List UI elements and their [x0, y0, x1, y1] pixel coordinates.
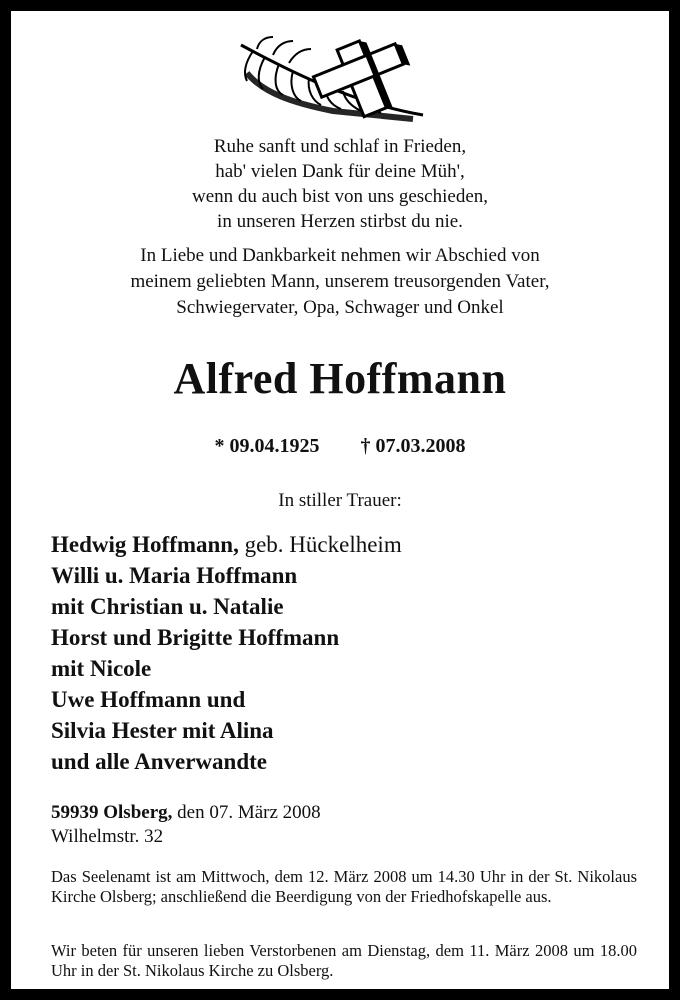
date: den 07. März 2008: [172, 802, 321, 823]
maiden-name: geb. Hückelheim: [238, 532, 402, 557]
verse-line: hab' vielen Dank für deine Müh',: [215, 161, 465, 182]
deceased-name: Alfred Hoffmann: [173, 354, 507, 403]
family-entry: Willi u. Maria Hoffmann: [51, 563, 298, 588]
family-list: [51, 529, 402, 777]
address-block: [51, 801, 321, 849]
family-entry: Silvia Hester mit Alina: [51, 718, 274, 743]
birth-date: * 09.04.1925: [214, 435, 320, 457]
farewell-line: Schwiegervater, Opa, Schwager und Onkel: [176, 297, 504, 318]
family-name: Hedwig Hoffmann,: [51, 532, 239, 557]
family-entry: Horst und Brigitte Hoffmann: [51, 625, 340, 650]
place-date: [51, 801, 321, 825]
death-date: † 07.03.2008: [360, 435, 466, 457]
place: 59939 Olsberg,: [51, 802, 173, 823]
family-entry: mit Nicole: [51, 656, 152, 681]
verse-line: Ruhe sanft und schlaf in Frieden,: [213, 136, 467, 157]
verse-line: in unseren Herzen stirbst du nie.: [217, 211, 463, 232]
verse-line: wenn du auch bist von uns geschieden,: [191, 186, 489, 207]
farewell-text: [11, 243, 669, 321]
verse: [11, 134, 669, 234]
life-dates: [11, 435, 669, 458]
prayer-notice: Wir beten für unseren lieben Verstorbenen am Dienstag, dem 11. März 2008 um 18.00 Uhr in der St. Nikolaus Kirche zu Olsberg.: [51, 941, 637, 980]
farewell-line: In Liebe und Dankbarkeit nehmen wir Abschied von: [140, 245, 540, 266]
palm-branch-and-cross-icon: [233, 33, 433, 123]
mourning-label: In stiller Trauer:: [278, 490, 402, 511]
family-entry: [51, 529, 402, 560]
family-entry: Uwe Hoffmann und: [51, 687, 246, 712]
family-entry: und alle Anverwandte: [51, 749, 267, 774]
requiem-notice: Das Seelenamt ist am Mittwoch, dem 12. März 2008 um 14.30 Uhr in der St. Nikolaus Kirche Olsberg; anschließend die Beerdigung von der Friedhofskapelle aus.: [51, 867, 637, 906]
street: Wilhelmstr. 32: [51, 826, 164, 847]
farewell-line: meinem geliebten Mann, unserem treusorgenden Vater,: [130, 271, 550, 292]
family-entry: mit Christian u. Natalie: [51, 594, 284, 619]
